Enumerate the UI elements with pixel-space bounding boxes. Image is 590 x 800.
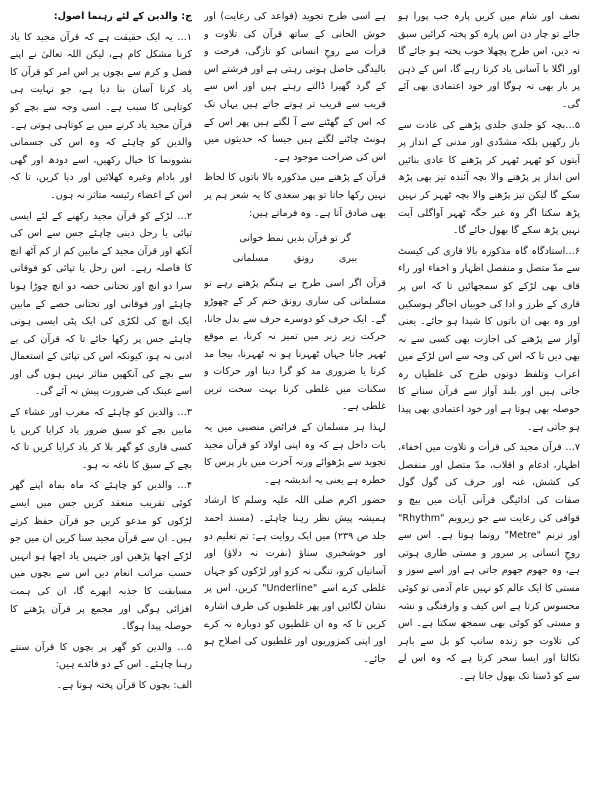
paragraph-rule-5: ۵… والدین کو گھر پر بچوں کا قرآن سنتے رہنا چاہئے۔ اس کے دو فائدے ہیں: xyxy=(10,641,192,671)
right-column xyxy=(398,8,580,794)
paragraph-intro: نصف اور شام میں کریں پارہ جب پورا ہو جائے تو چار دن اس پارہ کو پختہ کرائیں سبق نہ دیں، اس طرح پچھلا خوب پختہ ہو جائے گا اور اگلا با آسانی یاد کرتا رہے گا، اس کے ذہن پر بار بھی نہ ہوگا اور خود اعتمادی بھی آئے گی۔ xyxy=(398,11,580,110)
paragraph-duty: لہذا ہر مسلمان کے فرائض منصبی میں یہ بات داخل ہے کہ وہ اپنی اولاد کو قرآن مجید تجوید سے پڑھوائے ورنہ آخرت میں باز پرس کا خطرہ ہے یعنی یہ اندیشہ ہے۔ xyxy=(204,422,386,486)
left-column xyxy=(10,8,192,794)
paragraph-rule-1: ۱… یہ ایک حقیقت ہے کہ قرآن مجید کا یاد کرنا مشکل کام ہے، لیکن اللہ تعالیٰ نے اپنے فضل و کرم سے بچوں پر اس امر کو قرآن کا یاد کرنا آسان بنا دیا ہے، جو نہایت ہی کوتاہی کا سبب ہے۔ اسی وجہ سے بچے کو قرآن مجید یاد کرنے میں بے کوتاہی ہوتی ہے۔ والدین کو چاہئے کہ وہ اس کی جسمانی نشوونما کا خیال رکھیں، اسے دودھ اور گھی اور بادام وغیرہ کھلائیں اور دیا کریں، تا کہ اس کے اعضاء رئیسہ متاثر نہ ہوں۔ xyxy=(10,31,192,201)
couplet-line-2: ببری رونق مسلمانی xyxy=(232,252,358,264)
paragraph-tajweed: ہے اسی طرح تجوید (قواعد کی رعایت) اور خوش الحانی کے ساتھ قرآن کی تلاوت و قرأت سے روحِ انسانی کو تازگی، فرحت و بالیدگی حاصل ہوتی رہتی ہے اور فرشتے اس کے گرد گھیرا ڈالتے رہتے ہیں اور اس سے قریب سے قریب تر ہوتے جاتے ہیں یہاں تک کہ اس کے گھٹنے سے آ لگتے ہیں پھر اس کے ہونٹ چاٹنے لگتے ہیں جیسا کہ حدیثوں میں اس کی صراحت موجود ہے۔ xyxy=(204,11,386,163)
paragraph-6: ۶…استادگاہ گاہ مذکورہ بالا قاری کی کیسٹ سے مدّ متصل و منفصل اظہار و اخفاء اور راء قاف بھی لڑکے کو سمجھائیں تا کہ اس پر قاری کے طرز و ادا کی خوبیاں اجاگر ہوسکیں اور وہ بھی ان باتوں کا شیدا ہو جائے۔ یعنی آواز سے پڑھنے کی اجازت بھی کسی سے نہ بھی دیں تا کہ اس کی وجہ سے اس لڑکے میں اعراب وتلفظ دونوں طرح کی غلطیاں رہ جاتی ہیں اور بلند آواز سے قرآن سنانے کا حوصلہ بھی ہوتا ہے اور خود اعتمادی بھی پیدا ہو جاتی ہے۔ xyxy=(398,245,580,433)
section-heading: ج: والدین کے لئے رہنما اصول: xyxy=(53,11,192,22)
paragraph-7: ۷… قرآن مجید کی قرأت و تلاوت میں اخفاء، اظہار، ادغام و اقلاب، مدّ متصل اور منفصل کی کشش، غنہ اور حرف کی گول گول صفات کی ادائیگی قرآنی آیات میں بیچ و قوافی کی رعایت سے جو زیروبم "Rhythm" اور ترنم "Metre" رونما ہوتا ہے۔ اس سے روحِ انسانی پر سرور و مستی طاری ہوتی ہے، وہ جھوم جھوم جاتی ہے اور اسے سوز و مستی کا ایک عالم کو نہیں عام آدمی تو کوئی محسوس کرتا ہے اس کیف و وارفتگی و نشہ و مستی کو کوئی بھی سمجھ سکتا ہے۔ اس کی تلاوت جو زندہ سانپ کو بل سے باہر نکالتا اور ایسا سحر کرتا ہے کہ وہ اس لے سے کو ڈسنا تک بھول جاتا ہے۔ xyxy=(398,442,580,682)
paragraph-rule-2: ۲… لڑکے کو قرآن مجید رکھنے کے لئے ایسی تپائی یا رحل دینی چاہئے جس سے اس کی آنکھ اور قرآن مجید کے مابین کم از کم آٹھ انچ کا فاصلہ رہے۔ اس رحل یا تپائی کو فوقانی سرا دو انچ اور تحتانی حصہ دو انچ چوڑا ہونا چاہئے اور فوقانی اور تحتانی حصے کے مابین ایک انچ کی لکڑی کی ایک پٹی ایسی ہونی چاہئے جس پر رکھا جائے تا کہ قرآن کی بے ادبی نہ ہو، کیونکہ اس کی تپائی کے استعمال سے بچے کی آنکھیں متاثر نہیں ہوں گی اور اسے عینک کی ضرورت پیش نہ آئے گی۔ xyxy=(10,210,192,398)
paragraph-rule-4: ۴… والدین کو چاہئے کہ ماہ بماہ اپنے گھر کوئی تقریب منعقد کریں جس میں ایسے لڑکوں کو مدعو کریں جو قرآن حفظ کرتے ہیں۔ ان سے قرآن مجید سنا کریں ان میں جو لڑکے اچھا پڑھیں اور جنہیں یاد اچھا ہو انہیں حسب مراتب انعام دیں اس سے بچوں میں مسابقت کا جذبہ ابھرے گا، ان کی ہمت افزائی ہوگی اور مجمع پر قرآن پڑھنے کا حوصلہ پیدا ہوگا۔ xyxy=(10,480,192,633)
persian-couplet xyxy=(204,230,386,267)
middle-column xyxy=(204,8,386,794)
paragraph-hadith: حضور اکرم صلی اللہ علیہ وسلم کا ارشاد ہمیشہ پیش نظر رہنا چاہئے۔ (مسند احمد جلد ص ۲۳۹) میں ایک روایت ہے: تم تعلیم دو اور خوشخبری سناؤ (نفرت نہ دلاؤ) اور آسانیاں کرو، تنگی نہ کرو اور لڑکوں کو جہاں غلطی کرے اسے "Underline" کریں، اس پر نشان لگائیں اور پھر غلطیوں کی طرف اشارہ کریں تا کہ وہ ان غلطیوں کو دوبارہ نہ کرے اور اپنی کمزوریوں اور غلطیوں کی اصلاح ہو جائے۔ xyxy=(204,495,386,665)
paragraph-saadi-intro: قرآن کے پڑھنے میں مذکورہ بالا باتوں کا لحاظ نہیں رکھا جاتا تو پھر سعدی کا یہ شعر ہم پر بھی صادق آتا ہے۔ وہ فرماتے ہیں: xyxy=(204,172,386,219)
couplet-line-1: گر تو قرآن بدیں نمط خوانی xyxy=(239,233,351,245)
paragraph-5: ۵…بچہ کو جلدی جلدی پڑھنے کی عادت سے باز رکھیں بلکہ مشدّدی اور مدنی کے انداز پر آیتوں کو ٹھہر ٹھہر کر پڑھنے کا عادی بنائیں اس انداز پر پڑھنے والا بچہ آئندہ تیز بھی پڑھ سکے گا لیکن تیز پڑھنے والا بچہ ٹھہر کر نہیں پڑھ سکتا اگر وہ غیر جگہ ٹھہر آواگلی آیت نہیں پڑھ سکے گا بھول جائے گا۔ xyxy=(398,119,580,237)
paragraph-errors: قرآن اگر اسی طرح بے ہنگم پڑھتے رہے تو مسلمانی کی ساری رونق ختم کر کے چھوڑو گے۔ ایک حرف کو دوسرے حرف سے بدل جانا، حرکت زیر زبر میں تمیز نہ کرنا، بے موقع ٹھہر جانا جہاں ٹھہرنا ہو نہ ٹھہرنا، بیجا مد کرنا یا ضروری مد کو گرا دینا اور حرکات و سکنات میں غلطی کرنا بہت سخت ترین غلطی ہے۔ xyxy=(204,278,386,413)
paragraph-alif: الف: بچوں کا قرآن پختہ ہوتا ہے۔ xyxy=(56,679,192,691)
paragraph-rule-3: ۳… والدین کو چاہئے کہ مغرب اور عشاء کے مابین بچے کو سبق ضرور یاد کرایا کریں یا کسی قاری کو گھر بلا کر یاد کرایا کریں تا کہ بچے کے سبق کا ناغہ نہ ہو۔ xyxy=(10,407,192,471)
